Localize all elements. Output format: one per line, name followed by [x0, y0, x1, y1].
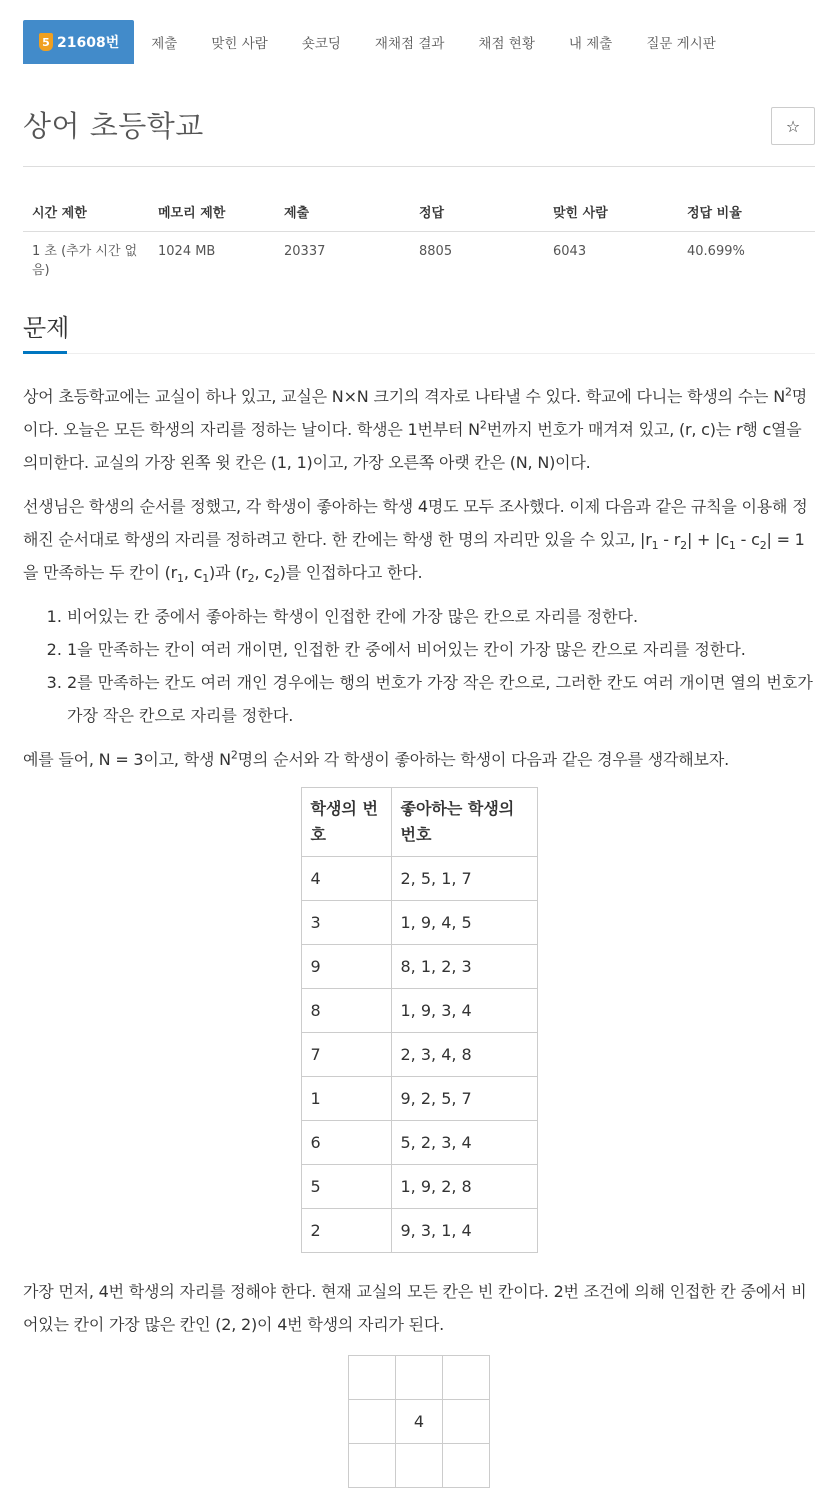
list-item: 1. 비어있는 칸 중에서 좋아하는 학생이 인접한 칸에 가장 많은 칸으로 자리를 정한다.	[67, 600, 815, 633]
tab-my-submissions[interactable]: 내 제출	[568, 36, 613, 52]
tab-questions[interactable]: 질문 게시판	[646, 36, 716, 52]
grid-cell	[349, 1444, 396, 1488]
liked-students: 2, 5, 1, 7	[391, 857, 537, 901]
liked-students: 1, 9, 3, 4	[391, 989, 537, 1033]
paragraph	[23, 490, 815, 589]
info-header: 메모리 제한	[149, 167, 275, 232]
grid-cell	[349, 1356, 396, 1400]
list-item: 2. 1을 만족하는 칸이 여러 개이면, 인접한 칸 중에서 비어있는 칸이 가장 많은 칸으로 자리를 정한다.	[67, 633, 815, 666]
text: 번까지 번호가 매겨져 있고, (r, c)는 r행 c열을 의미한다. 교실의 가장 왼쪽 윗 칸은 (1, 1)이고, 가장 오른쪽 아랫 칸은 (N, N)이다.	[23, 420, 802, 472]
table-row	[301, 1121, 537, 1165]
liked-students: 9, 2, 5, 7	[391, 1077, 537, 1121]
text: 예를 들어, N = 3이고, 학생 N	[23, 750, 231, 769]
text: | + |c	[686, 530, 729, 549]
section-underline	[23, 351, 67, 354]
table-row	[301, 857, 537, 901]
subscript: 1	[202, 572, 210, 586]
text: , c	[183, 563, 203, 582]
tier-badge-icon: 5	[39, 33, 53, 51]
text: - c	[735, 530, 760, 549]
liked-students: 5, 2, 3, 4	[391, 1121, 537, 1165]
problem-section-header	[23, 312, 815, 354]
info-header: 정답 비율	[678, 167, 815, 232]
info-header: 정답	[410, 167, 544, 232]
superscript: 2	[479, 418, 487, 432]
student-number: 4	[301, 857, 391, 901]
student-number: 8	[301, 989, 391, 1033]
grid-cell	[396, 1356, 443, 1400]
text: | = 1을 만족하는 두 칸이 (r	[23, 530, 805, 582]
text: , c	[254, 563, 273, 582]
subscript: 1	[177, 572, 184, 586]
problem-tabs	[23, 20, 733, 64]
tab-status[interactable]: 채점 현황	[478, 36, 535, 52]
subscript: 2	[247, 572, 255, 586]
info-header: 제출	[275, 167, 410, 232]
subscript: 2	[272, 572, 280, 586]
title-row	[23, 106, 815, 148]
grid-cell	[396, 1444, 443, 1488]
text: )과 (r	[209, 563, 248, 582]
grid-cell	[443, 1444, 490, 1488]
problem-description	[23, 380, 815, 1488]
page-title: 상어 초등학교	[23, 109, 204, 143]
submission-count: 20337	[284, 244, 326, 259]
table-header-row	[301, 788, 537, 857]
liked-students: 2, 3, 4, 8	[391, 1033, 537, 1077]
tab-submit[interactable]: 제출	[151, 36, 178, 52]
tab-rejudge[interactable]: 재채점 결과	[374, 36, 445, 52]
memory-limit: 1024 MB	[158, 244, 216, 259]
info-header-row	[23, 167, 815, 232]
grid-row	[349, 1444, 490, 1488]
liked-students: 1, 9, 4, 5	[391, 901, 537, 945]
subscript: 2	[680, 539, 687, 553]
text: 명이다. 오늘은 모든 학생의 자리를 정하는 날이다. 학생은 1번부터 N	[23, 387, 808, 439]
accepted-count: 8805	[419, 244, 453, 259]
subscript: 1	[651, 539, 659, 553]
subscript: 1	[728, 539, 736, 553]
text: )를 인접하다고 한다.	[279, 563, 423, 582]
info-header: 맞힌 사람	[544, 167, 678, 232]
text: - r	[658, 530, 681, 549]
info-header: 시간 제한	[23, 167, 149, 232]
tab-short-coding[interactable]: 숏코딩	[301, 36, 341, 52]
info-value-row	[23, 232, 815, 291]
classroom-grid	[348, 1355, 490, 1488]
superscript: 2	[784, 385, 792, 399]
table-row	[301, 901, 537, 945]
table-row	[301, 1077, 537, 1121]
table-row	[301, 1209, 537, 1253]
text: 상어 초등학교에는 교실이 하나 있고, 교실은 N×N 크기의 격자로 나타낼 수 있다. 학교에 다니는 학생의 수는 N	[23, 387, 785, 406]
paragraph: 가장 먼저, 4번 학생의 자리를 정해야 한다. 현재 교실의 모든 칸은 빈 칸이다. 2번 조건에 의해 인접한 칸 중에서 비어있는 칸이 가장 많은 칸인 (2, 2)이 4번 학생의 자리가 된다.	[23, 1282, 807, 1334]
student-number: 6	[301, 1121, 391, 1165]
grid-cell	[443, 1356, 490, 1400]
table-row	[301, 945, 537, 989]
liked-students: 8, 1, 2, 3	[391, 945, 537, 989]
tab-problem-label: 21608번	[57, 35, 120, 51]
table-row	[301, 1165, 537, 1209]
star-icon: ☆	[785, 116, 801, 136]
column-header: 좋아하는 학생의 번호	[391, 788, 537, 857]
text: 명의 순서와 각 학생이 좋아하는 학생이 다음과 같은 경우를 생각해보자.	[237, 750, 729, 769]
student-number: 2	[301, 1209, 391, 1253]
liked-students: 9, 3, 1, 4	[391, 1209, 537, 1253]
paragraph	[23, 380, 815, 479]
subscript: 2	[759, 539, 767, 553]
favorite-button[interactable]	[771, 107, 815, 145]
time-limit: 1 초 (추가 시간 없음)	[32, 244, 138, 278]
text: 선생님은 학생의 순서를 정했고, 각 학생이 좋아하는 학생 4명도 모두 조사했다. 이제 다음과 같은 규칙을 이용해 정해진 순서대로 학생의 자리를 정하려고 한다. 한 칸에는 학생 한 명의 자리만 있을 수 있고, |r	[23, 497, 808, 549]
student-number: 3	[301, 901, 391, 945]
column-header: 학생의 번호	[301, 788, 391, 857]
student-number: 5	[301, 1165, 391, 1209]
student-number: 7	[301, 1033, 391, 1077]
table-row	[301, 1033, 537, 1077]
tab-solved-users[interactable]: 맞힌 사람	[211, 36, 268, 52]
student-number: 1	[301, 1077, 391, 1121]
grid-cell	[443, 1400, 490, 1444]
tab-problem[interactable]	[23, 20, 134, 64]
table-row	[301, 989, 537, 1033]
problem-info-table	[23, 166, 815, 290]
liked-students: 1, 9, 2, 8	[391, 1165, 537, 1209]
section-title: 문제	[23, 314, 70, 342]
grid-cell	[349, 1400, 396, 1444]
preference-table	[301, 787, 538, 1253]
seating-rules-list	[23, 600, 815, 732]
paragraph	[23, 743, 815, 776]
grid-cell: 4	[396, 1400, 443, 1444]
grid-row	[349, 1400, 490, 1444]
list-item: 3. 2를 만족하는 칸도 여러 개인 경우에는 행의 번호가 가장 작은 칸으로, 그러한 칸도 여러 개이면 열의 번호가 가장 작은 칸으로 자리를 정한다.	[67, 666, 815, 732]
superscript: 2	[230, 748, 238, 762]
grid-row	[349, 1356, 490, 1400]
student-number: 9	[301, 945, 391, 989]
accept-ratio: 40.699%	[687, 244, 745, 259]
solved-user-count: 6043	[553, 244, 587, 259]
